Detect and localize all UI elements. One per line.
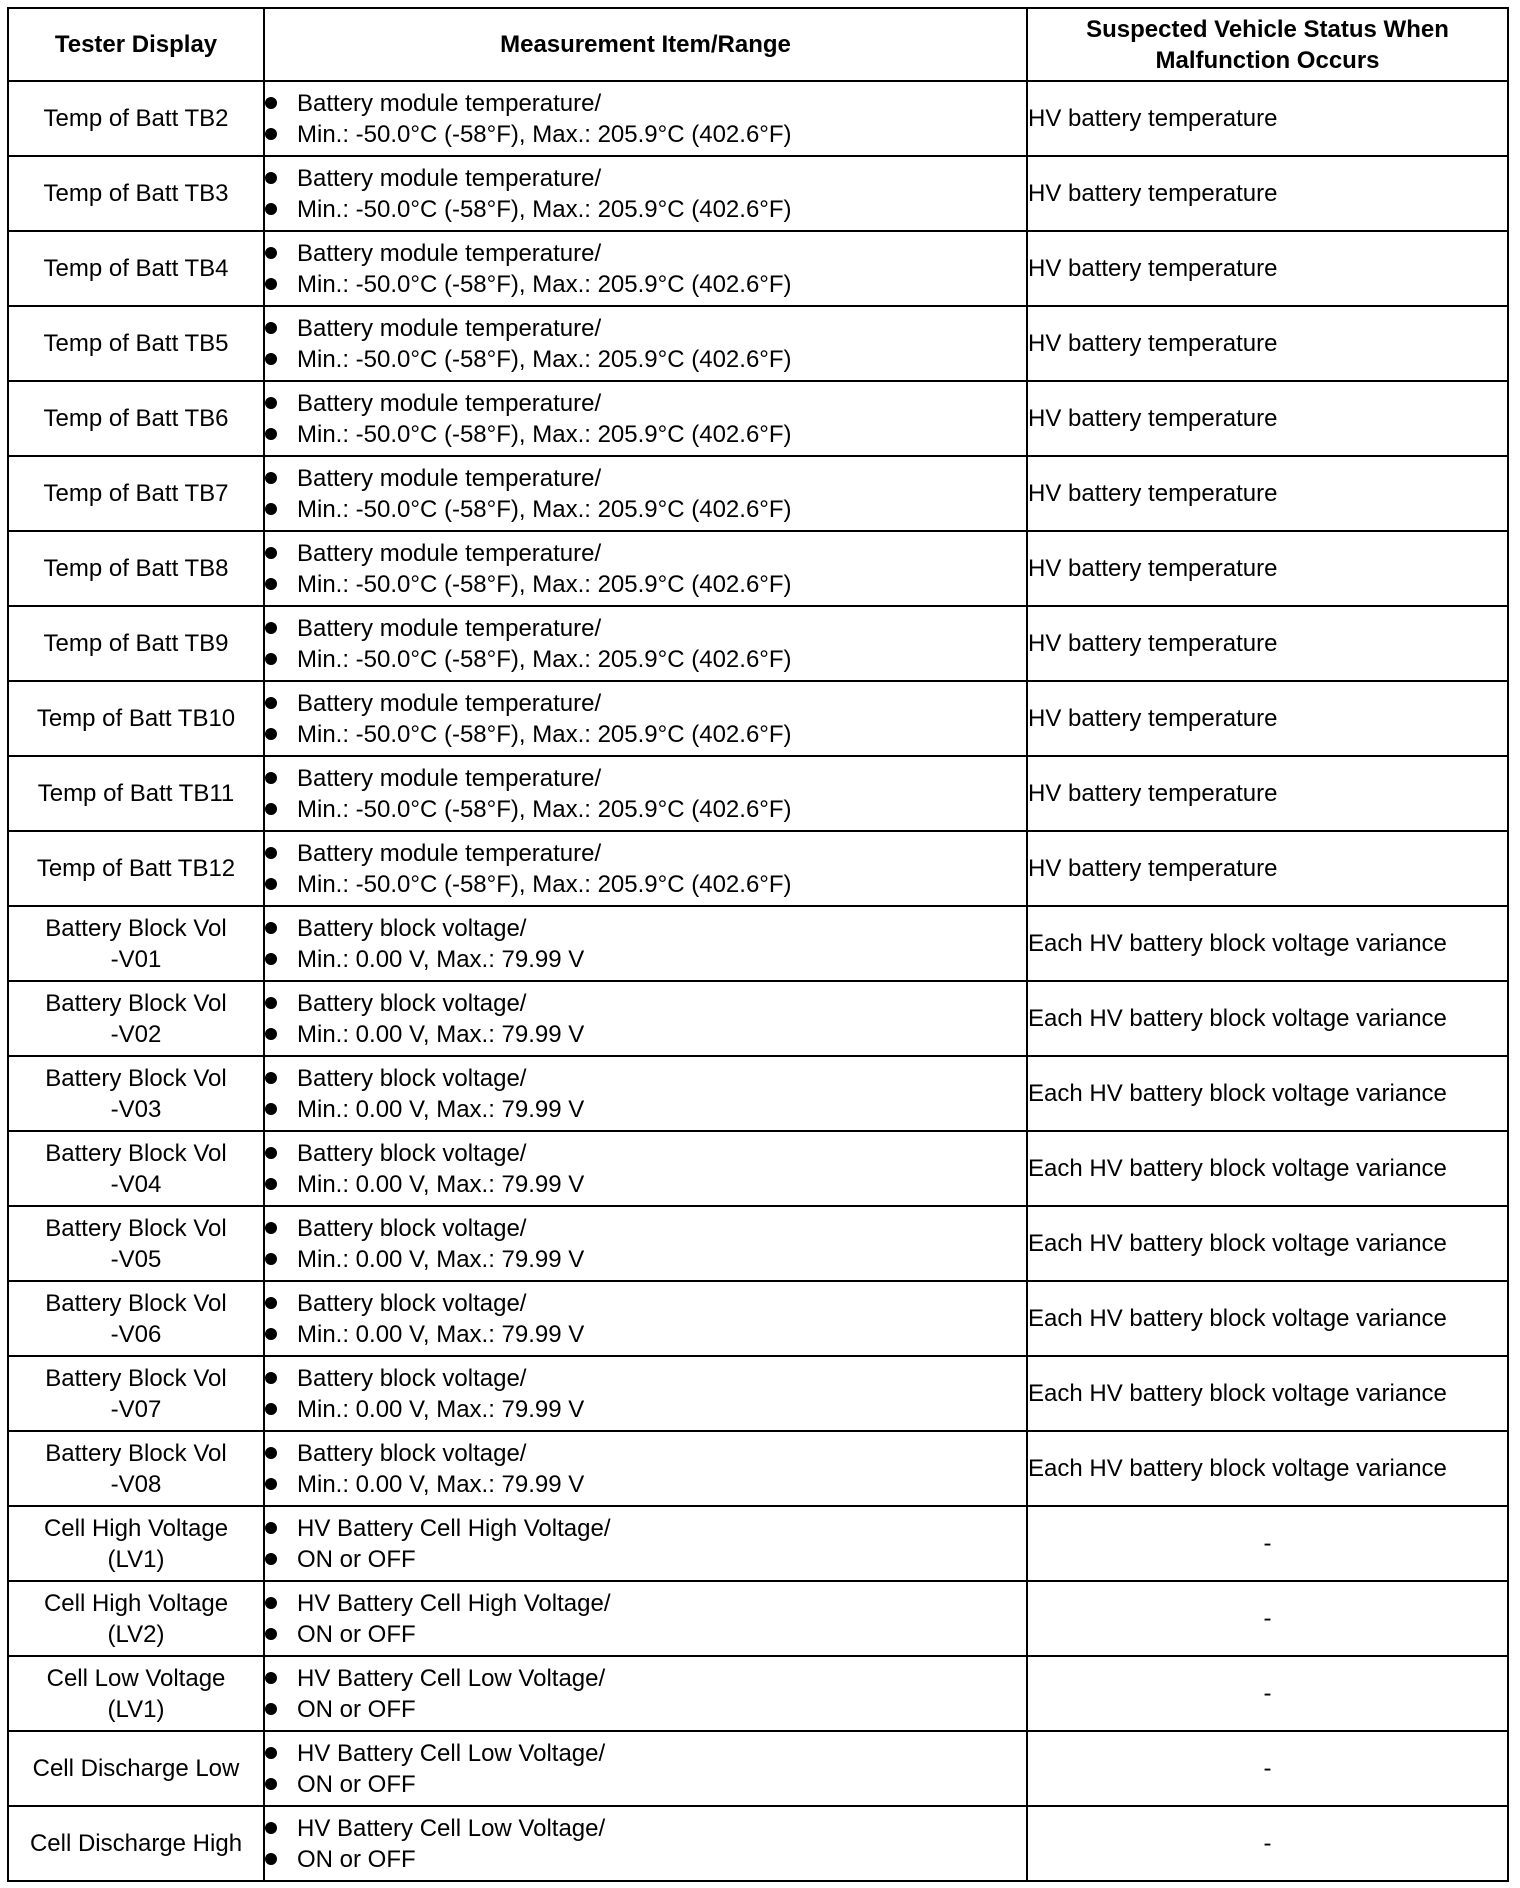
suspected-status-cell: Each HV battery block voltage variance [1027, 1431, 1508, 1506]
suspected-status-cell: HV battery temperature [1027, 381, 1508, 456]
suspected-status-cell: Each HV battery block voltage variance [1027, 1281, 1508, 1356]
tester-display-cell [8, 1281, 264, 1356]
suspected-status-cell: - [1027, 1506, 1508, 1581]
tester-display-text: -V04 [110, 1170, 162, 1198]
bullet-line [265, 1438, 1026, 1469]
measurement-range-cell [264, 1056, 1027, 1131]
measurement-range-cell [264, 606, 1027, 681]
tester-display-text: -V02 [110, 1020, 162, 1048]
suspected-status-cell: Each HV battery block voltage variance [1027, 981, 1508, 1056]
tester-display-cell [8, 906, 264, 981]
tester-display-text: -V05 [110, 1245, 162, 1273]
measurement-range-cell [264, 306, 1027, 381]
bullet-icon [265, 472, 277, 484]
measurement-range-text: ON or OFF [297, 1545, 416, 1573]
tester-display-text: Cell High Voltage [43, 1589, 229, 1617]
suspected-status-cell: - [1027, 1656, 1508, 1731]
bullet-line [265, 688, 1026, 719]
measurement-range-cell [264, 981, 1027, 1056]
bullet-icon [265, 772, 277, 784]
measurement-item-text: Battery module temperature/ [297, 389, 602, 417]
tester-display-text: Temp of Batt TB7 [43, 480, 229, 507]
measurement-range-cell [264, 1806, 1027, 1881]
measurement-item-text: Battery block voltage/ [297, 914, 527, 942]
bullet-line [265, 644, 1026, 675]
bullet-icon [265, 1403, 277, 1415]
suspected-status-cell: HV battery temperature [1027, 231, 1508, 306]
measurement-range-cell [264, 1656, 1027, 1731]
measurement-range-text: Min.: 0.00 V, Max.: 79.99 V [297, 1170, 585, 1198]
tester-display-cell [8, 381, 264, 456]
bullet-icon [265, 1672, 277, 1684]
tester-display-cell [8, 1506, 264, 1581]
table-row [8, 156, 1508, 231]
bullet-icon [265, 322, 277, 334]
bullet-line [265, 88, 1026, 119]
suspected-status-cell: Each HV battery block voltage variance [1027, 906, 1508, 981]
tester-display-text: (LV2) [107, 1620, 165, 1648]
bullet-line [265, 1094, 1026, 1125]
tester-display-text: Temp of Batt TB9 [43, 630, 229, 657]
table-body [8, 81, 1508, 1881]
tester-display-text: Temp of Batt TB10 [36, 705, 236, 732]
table-row [8, 906, 1508, 981]
bullet-line [265, 1769, 1026, 1800]
bullet-line [265, 1244, 1026, 1275]
bullet-line [265, 1288, 1026, 1319]
tester-display-text: Temp of Batt TB11 [37, 780, 235, 807]
bullet-icon [265, 1628, 277, 1640]
measurement-item-text: HV Battery Cell High Voltage/ [297, 1514, 611, 1542]
bullet-line [265, 344, 1026, 375]
bullet-line [265, 1813, 1026, 1844]
measurement-range-cell [264, 1356, 1027, 1431]
bullet-line [265, 1544, 1026, 1575]
bullet-icon [265, 1747, 277, 1759]
table-row [8, 456, 1508, 531]
table-row [8, 1206, 1508, 1281]
bullet-icon [265, 1253, 277, 1265]
bullet-line [265, 1619, 1026, 1650]
tester-display-text: -V06 [110, 1320, 162, 1348]
table-row [8, 981, 1508, 1056]
suspected-status-cell: HV battery temperature [1027, 306, 1508, 381]
tester-display-text: Temp of Batt TB4 [43, 255, 229, 282]
bullet-line [265, 988, 1026, 1019]
bullet-line [265, 163, 1026, 194]
measurement-range-cell [264, 1506, 1027, 1581]
measurement-range-text: Min.: 0.00 V, Max.: 79.99 V [297, 945, 585, 973]
table-row [8, 681, 1508, 756]
table-row [8, 1656, 1508, 1731]
tester-display-text: Cell High Voltage [43, 1514, 229, 1542]
tester-display-text: Temp of Batt TB3 [43, 180, 229, 207]
measurement-item-text: Battery module temperature/ [297, 689, 602, 717]
bullet-line [265, 238, 1026, 269]
tester-display-text: (LV1) [107, 1545, 165, 1573]
tester-display-text: -V03 [110, 1095, 162, 1123]
bullet-line [265, 388, 1026, 419]
bullet-line [265, 1063, 1026, 1094]
tester-display-cell [8, 981, 264, 1056]
measurement-item-text: Battery block voltage/ [297, 1439, 527, 1467]
bullet-line [265, 494, 1026, 525]
bullet-icon [265, 847, 277, 859]
tester-display-cell [8, 1731, 264, 1806]
table-row [8, 1506, 1508, 1581]
measurement-item-text: Battery module temperature/ [297, 464, 602, 492]
bullet-icon [265, 278, 277, 290]
bullet-line [265, 119, 1026, 150]
tester-display-text: Battery Block Vol [45, 914, 227, 942]
bullet-line [265, 719, 1026, 750]
bullet-icon [265, 1103, 277, 1115]
measurement-item-text: Battery module temperature/ [297, 314, 602, 342]
bullet-line [265, 1513, 1026, 1544]
tester-display-cell [8, 456, 264, 531]
table-row [8, 1431, 1508, 1506]
suspected-status-cell: Each HV battery block voltage variance [1027, 1131, 1508, 1206]
suspected-status-cell: HV battery temperature [1027, 756, 1508, 831]
tester-display-cell [8, 606, 264, 681]
bullet-line [265, 763, 1026, 794]
bullet-icon [265, 1178, 277, 1190]
tester-display-cell [8, 1131, 264, 1206]
measurement-range-text: ON or OFF [297, 1845, 416, 1873]
tester-display-cell [8, 81, 264, 156]
bullet-icon [265, 997, 277, 1009]
bullet-icon [265, 1297, 277, 1309]
tester-display-cell [8, 1056, 264, 1131]
measurement-item-text: HV Battery Cell Low Voltage/ [297, 1664, 606, 1692]
measurement-item-text: Battery module temperature/ [297, 539, 602, 567]
measurement-item-text: HV Battery Cell Low Voltage/ [297, 1814, 606, 1842]
tester-data-table [7, 7, 1509, 1882]
tester-display-cell [8, 1431, 264, 1506]
measurement-range-cell [264, 456, 1027, 531]
tester-display-text: Temp of Batt TB12 [36, 855, 236, 882]
bullet-icon [265, 1372, 277, 1384]
bullet-icon [265, 1597, 277, 1609]
header-suspected-status [1027, 8, 1508, 81]
bullet-line [265, 1319, 1026, 1350]
bullet-icon [265, 1522, 277, 1534]
bullet-icon [265, 653, 277, 665]
table-row [8, 381, 1508, 456]
measurement-item-text: HV Battery Cell Low Voltage/ [297, 1739, 606, 1767]
table-row [8, 1356, 1508, 1431]
bullet-icon [265, 1222, 277, 1234]
table-row [8, 531, 1508, 606]
bullet-icon [265, 1853, 277, 1865]
bullet-line [265, 613, 1026, 644]
bullet-line [265, 1169, 1026, 1200]
bullet-icon [265, 203, 277, 215]
tester-display-cell [8, 1806, 264, 1881]
suspected-status-cell: Each HV battery block voltage variance [1027, 1206, 1508, 1281]
table-row [8, 1581, 1508, 1656]
measurement-item-text: Battery module temperature/ [297, 764, 602, 792]
table-row [8, 1056, 1508, 1131]
table-row [8, 1731, 1508, 1806]
header-row [8, 8, 1508, 81]
measurement-range-text: Min.: -50.0°C (-58°F), Max.: 205.9°C (402.6°F) [297, 120, 792, 148]
measurement-range-cell [264, 906, 1027, 981]
table-row [8, 756, 1508, 831]
bullet-icon [265, 803, 277, 815]
bullet-line [265, 194, 1026, 225]
measurement-range-text: Min.: 0.00 V, Max.: 79.99 V [297, 1245, 585, 1273]
bullet-line [265, 1469, 1026, 1500]
bullet-icon [265, 172, 277, 184]
bullet-icon [265, 622, 277, 634]
suspected-status-cell: Each HV battery block voltage variance [1027, 1056, 1508, 1131]
bullet-line [265, 1394, 1026, 1425]
measurement-item-text: Battery module temperature/ [297, 239, 602, 267]
measurement-item-text: Battery module temperature/ [297, 839, 602, 867]
bullet-line [265, 1844, 1026, 1875]
tester-display-text: Battery Block Vol [45, 1139, 227, 1167]
bullet-line [265, 1694, 1026, 1725]
measurement-range-text: Min.: 0.00 V, Max.: 79.99 V [297, 1395, 585, 1423]
measurement-range-text: Min.: -50.0°C (-58°F), Max.: 205.9°C (402.6°F) [297, 720, 792, 748]
tester-display-text: -V01 [110, 945, 162, 973]
tester-display-text: Battery Block Vol [45, 1214, 227, 1242]
bullet-line [265, 419, 1026, 450]
measurement-range-cell [264, 1206, 1027, 1281]
bullet-icon [265, 728, 277, 740]
measurement-range-text: Min.: 0.00 V, Max.: 79.99 V [297, 1320, 585, 1348]
tester-display-cell [8, 831, 264, 906]
bullet-line [265, 269, 1026, 300]
bullet-line [265, 313, 1026, 344]
tester-display-text: Battery Block Vol [45, 1064, 227, 1092]
bullet-icon [265, 1778, 277, 1790]
measurement-item-text: Battery block voltage/ [297, 1364, 527, 1392]
table-row [8, 1281, 1508, 1356]
tester-display-text: Battery Block Vol [45, 1439, 227, 1467]
bullet-icon [265, 1147, 277, 1159]
tester-display-cell [8, 1356, 264, 1431]
tester-display-cell [8, 1206, 264, 1281]
bullet-icon [265, 922, 277, 934]
measurement-range-text: Min.: -50.0°C (-58°F), Max.: 205.9°C (402.6°F) [297, 270, 792, 298]
measurement-range-cell [264, 81, 1027, 156]
bullet-icon [265, 397, 277, 409]
tester-display-text: Cell Discharge Low [32, 1755, 240, 1782]
measurement-item-text: Battery block voltage/ [297, 1064, 527, 1092]
bullet-icon [265, 1328, 277, 1340]
measurement-range-text: Min.: 0.00 V, Max.: 79.99 V [297, 1020, 585, 1048]
measurement-range-text: Min.: -50.0°C (-58°F), Max.: 205.9°C (402.6°F) [297, 795, 792, 823]
tester-display-cell [8, 681, 264, 756]
measurement-range-text: Min.: -50.0°C (-58°F), Max.: 205.9°C (402.6°F) [297, 870, 792, 898]
tester-display-text: Temp of Batt TB2 [43, 105, 229, 132]
measurement-range-cell [264, 756, 1027, 831]
measurement-range-cell [264, 1431, 1027, 1506]
measurement-range-cell [264, 681, 1027, 756]
measurement-range-cell [264, 231, 1027, 306]
bullet-line [265, 913, 1026, 944]
bullet-line [265, 944, 1026, 975]
header-status-line2: Malfunction Occurs [1155, 46, 1380, 74]
suspected-status-cell: - [1027, 1581, 1508, 1656]
suspected-status-cell: HV battery temperature [1027, 156, 1508, 231]
bullet-line [265, 794, 1026, 825]
bullet-icon [265, 1478, 277, 1490]
bullet-icon [265, 1553, 277, 1565]
bullet-icon [265, 1028, 277, 1040]
tester-display-cell [8, 756, 264, 831]
tester-display-cell [8, 1581, 264, 1656]
bullet-icon [265, 1447, 277, 1459]
measurement-item-text: Battery block voltage/ [297, 1289, 527, 1317]
tester-display-cell [8, 156, 264, 231]
tester-display-text: Temp of Batt TB6 [43, 405, 229, 432]
measurement-range-text: Min.: -50.0°C (-58°F), Max.: 205.9°C (402.6°F) [297, 570, 792, 598]
bullet-icon [265, 353, 277, 365]
suspected-status-cell: HV battery temperature [1027, 606, 1508, 681]
measurement-range-text: Min.: -50.0°C (-58°F), Max.: 205.9°C (402.6°F) [297, 345, 792, 373]
bullet-icon [265, 1072, 277, 1084]
tester-display-cell [8, 531, 264, 606]
bullet-icon [265, 247, 277, 259]
tester-display-text: (LV1) [107, 1695, 165, 1723]
measurement-range-cell [264, 1281, 1027, 1356]
measurement-item-text: Battery block voltage/ [297, 1214, 527, 1242]
header-measurement-range: Measurement Item/Range [264, 8, 1027, 81]
bullet-line [265, 538, 1026, 569]
measurement-range-text: ON or OFF [297, 1770, 416, 1798]
tester-display-cell [8, 306, 264, 381]
tester-display-text: -V08 [110, 1470, 162, 1498]
suspected-status-cell: - [1027, 1806, 1508, 1881]
measurement-item-text: Battery module temperature/ [297, 164, 602, 192]
tester-display-cell [8, 231, 264, 306]
bullet-icon [265, 878, 277, 890]
table-row [8, 1806, 1508, 1881]
measurement-item-text: HV Battery Cell High Voltage/ [297, 1589, 611, 1617]
tester-display-text: Battery Block Vol [45, 1289, 227, 1317]
suspected-status-cell: HV battery temperature [1027, 456, 1508, 531]
bullet-line [265, 1738, 1026, 1769]
tester-display-text: Cell Low Voltage [46, 1664, 226, 1692]
bullet-line [265, 838, 1026, 869]
bullet-icon [265, 578, 277, 590]
suspected-status-cell: - [1027, 1731, 1508, 1806]
measurement-range-cell [264, 381, 1027, 456]
suspected-status-cell: HV battery temperature [1027, 531, 1508, 606]
bullet-icon [265, 503, 277, 515]
table-row [8, 231, 1508, 306]
measurement-item-text: Battery block voltage/ [297, 989, 527, 1017]
tester-display-text: Cell Discharge High [29, 1830, 243, 1857]
tester-display-text: Battery Block Vol [45, 989, 227, 1017]
measurement-range-cell [264, 1131, 1027, 1206]
measurement-range-cell [264, 831, 1027, 906]
measurement-range-text: Min.: -50.0°C (-58°F), Max.: 205.9°C (402.6°F) [297, 645, 792, 673]
bullet-icon [265, 1703, 277, 1715]
measurement-range-text: Min.: -50.0°C (-58°F), Max.: 205.9°C (402.6°F) [297, 195, 792, 223]
table-row [8, 306, 1508, 381]
bullet-line [265, 1588, 1026, 1619]
table-row [8, 606, 1508, 681]
table-row [8, 81, 1508, 156]
tester-display-cell [8, 1656, 264, 1731]
suspected-status-cell: HV battery temperature [1027, 81, 1508, 156]
measurement-range-cell [264, 1731, 1027, 1806]
measurement-item-text: Battery module temperature/ [297, 89, 602, 117]
table-header [8, 8, 1508, 81]
bullet-line [265, 1663, 1026, 1694]
tester-display-text: -V07 [110, 1395, 162, 1423]
header-status-line1: Suspected Vehicle Status When [1086, 15, 1449, 43]
tester-display-text: Temp of Batt TB5 [43, 330, 229, 357]
suspected-status-cell: Each HV battery block voltage variance [1027, 1356, 1508, 1431]
measurement-range-text: ON or OFF [297, 1620, 416, 1648]
bullet-icon [265, 697, 277, 709]
bullet-line [265, 463, 1026, 494]
table-row [8, 831, 1508, 906]
bullet-line [265, 1363, 1026, 1394]
bullet-line [265, 1138, 1026, 1169]
bullet-line [265, 1019, 1026, 1050]
tester-display-text: Temp of Batt TB8 [43, 555, 229, 582]
bullet-icon [265, 547, 277, 559]
bullet-icon [265, 128, 277, 140]
bullet-line [265, 569, 1026, 600]
suspected-status-cell: HV battery temperature [1027, 831, 1508, 906]
measurement-range-cell [264, 531, 1027, 606]
bullet-icon [265, 428, 277, 440]
bullet-line [265, 1213, 1026, 1244]
measurement-range-text: Min.: -50.0°C (-58°F), Max.: 205.9°C (402.6°F) [297, 495, 792, 523]
bullet-line [265, 869, 1026, 900]
table-row [8, 1131, 1508, 1206]
bullet-icon [265, 97, 277, 109]
measurement-range-text: Min.: -50.0°C (-58°F), Max.: 205.9°C (402.6°F) [297, 420, 792, 448]
suspected-status-cell: HV battery temperature [1027, 681, 1508, 756]
measurement-item-text: Battery module temperature/ [297, 614, 602, 642]
bullet-icon [265, 1822, 277, 1834]
tester-display-text: Battery Block Vol [45, 1364, 227, 1392]
measurement-range-text: Min.: 0.00 V, Max.: 79.99 V [297, 1095, 585, 1123]
bullet-icon [265, 953, 277, 965]
measurement-range-cell [264, 1581, 1027, 1656]
measurement-range-cell [264, 156, 1027, 231]
measurement-range-text: ON or OFF [297, 1695, 416, 1723]
header-tester-display: Tester Display [8, 8, 264, 81]
measurement-range-text: Min.: 0.00 V, Max.: 79.99 V [297, 1470, 585, 1498]
measurement-item-text: Battery block voltage/ [297, 1139, 527, 1167]
